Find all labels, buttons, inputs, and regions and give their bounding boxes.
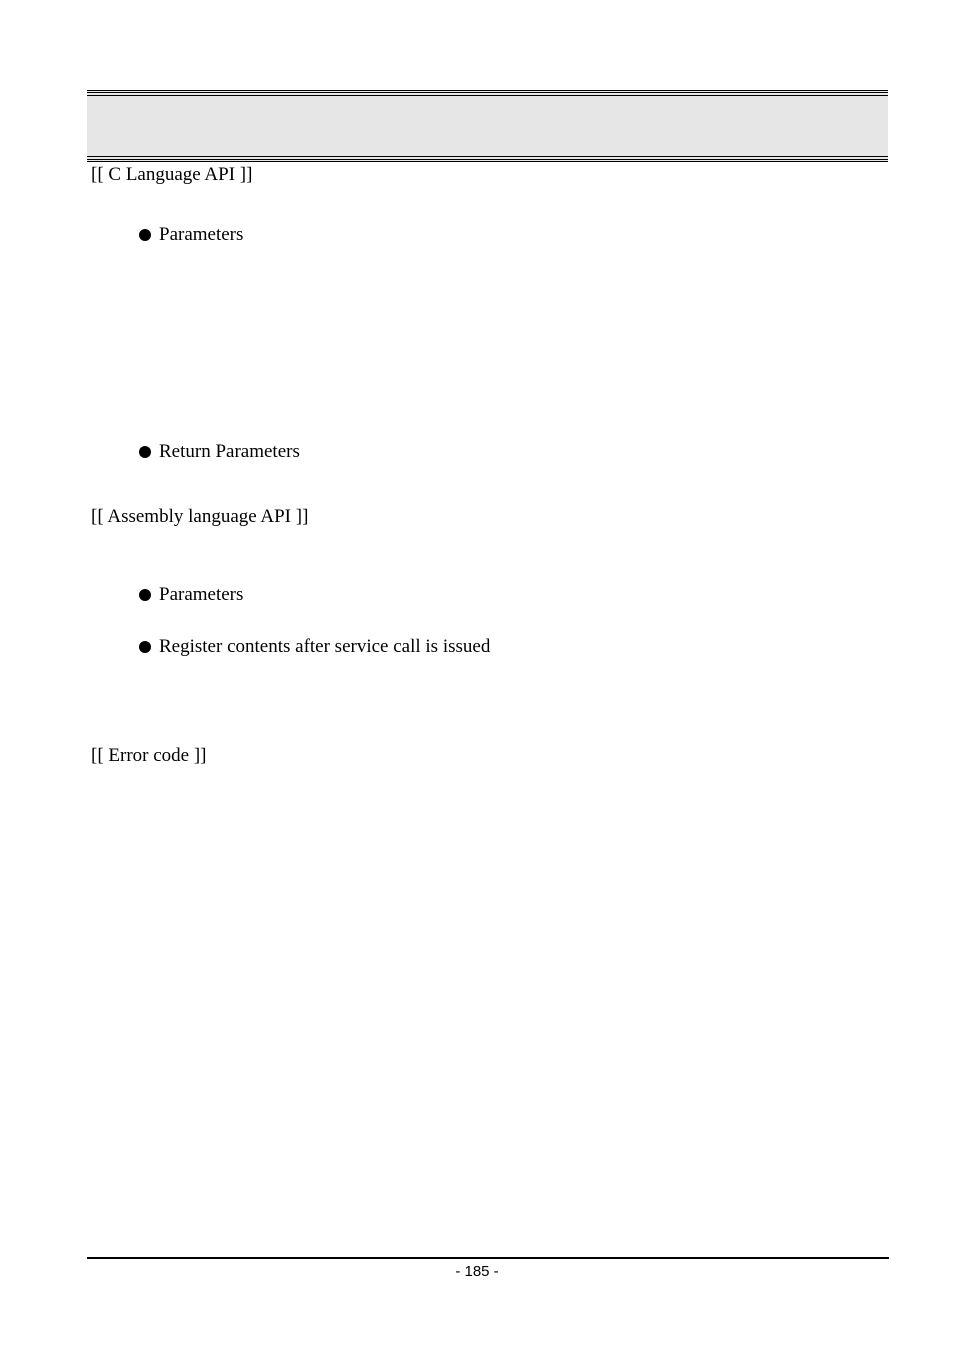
c-language-api-heading: [[ C Language API ]] — [91, 164, 253, 185]
asm-api-parameters-label: Parameters — [159, 584, 244, 605]
asm-api-parameters-item — [139, 584, 243, 606]
c-api-return-parameters-item — [139, 441, 300, 463]
c-api-parameters-label: Parameters — [159, 224, 244, 245]
error-code-heading: [[ Error code ]] — [91, 745, 207, 766]
assembly-language-api-heading: [[ Assembly language API ]] — [91, 506, 309, 527]
bullet-icon — [139, 446, 151, 458]
asm-api-register-contents-item — [139, 636, 490, 658]
footer-rule — [87, 1257, 889, 1259]
c-api-parameters-item — [139, 224, 243, 246]
bullet-icon — [139, 589, 151, 601]
bullet-icon — [139, 641, 151, 653]
asm-api-register-contents-label: Register contents after service call is issued — [159, 636, 491, 657]
header-band — [87, 90, 888, 162]
bullet-icon — [139, 229, 151, 241]
c-api-return-parameters-label: Return Parameters — [159, 441, 300, 462]
page-number: - 185 - — [455, 1263, 499, 1280]
